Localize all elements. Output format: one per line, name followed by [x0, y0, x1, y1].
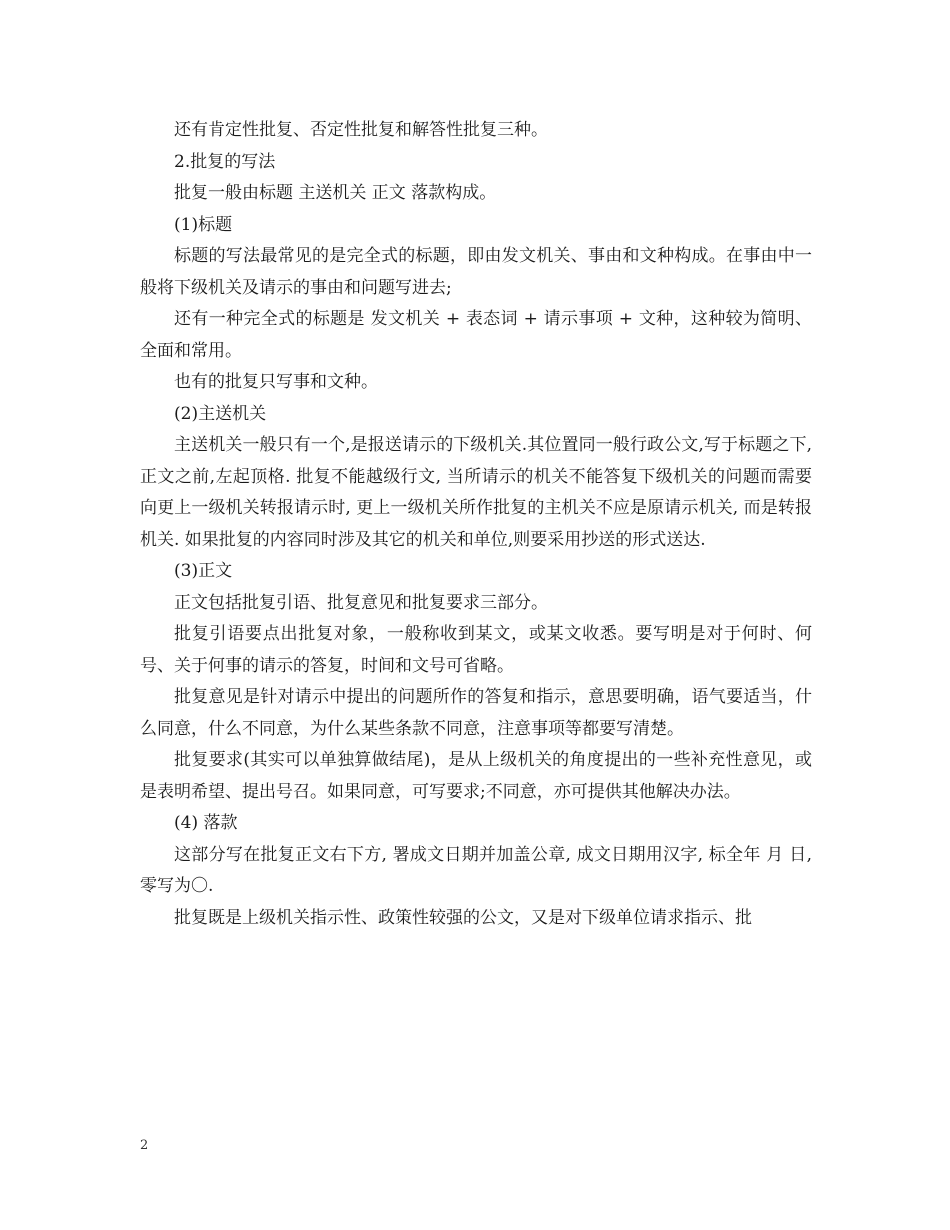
paragraph: 还有一种完全式的标题是 发文机关 + 表态词 + 请示事项 + 文种，这种较为简明、全面和常用。	[140, 309, 812, 361]
paragraph: 批复一般由标题 主送机关 正文 落款构成。	[174, 183, 497, 203]
subsection-heading: (2)主送机关	[174, 403, 267, 424]
subsection-heading: (4) 落款	[174, 813, 238, 833]
paragraph: 主送机关一般只有一个,是报送请示的下级机关.其位置同一般行政公文,写于标题之下,正文之前,左起顶格. 批复不能越级行文, 当所请示的机关不能答复下级机关的问题而需要向更上一级机关转报请示时, 更上一级机关所作批复的主机关不应是原请示机关, 而是转报机关. 如果批复的内容同时涉及其它的机关和单位,则要采用抄送的形式送达.	[140, 435, 812, 550]
paragraph: 也有的批复只写事和文种。	[174, 372, 378, 392]
paragraph: 批复引语要点出批复对象，一般称收到某文，或某文收悉。要写明是对于何时、何号、关于何事的请示的答复，时间和文号可省略。	[140, 624, 812, 676]
paragraph: 批复意见是针对请示中提出的问题所作的答复和指示，意思要明确，语气要适当，什么同意，什么不同意，为什么某些条款不同意，注意事项等都要写清楚。	[140, 687, 812, 739]
subsection-heading: (3)正文	[174, 561, 233, 581]
paragraph: 正文包括批复引语、批复意见和批复要求三部分。	[174, 592, 548, 613]
section-heading: 2.批复的写法	[174, 151, 276, 172]
paragraph: 批复要求(其实可以单独算做结尾)，是从上级机关的角度提出的一些补充性意见，或是表明希望、提出号召。如果同意，可写要求;不同意，亦可提供其他解决办法。	[140, 750, 812, 802]
paragraph: 这部分写在批复正文右下方, 署成文日期并加盖公章, 成文日期用汉字, 标全年 月 日, 零写为〇.	[140, 844, 812, 896]
subsection-heading: (1)标题	[174, 214, 233, 235]
page-number: 2	[140, 1138, 149, 1153]
paragraph: 批复既是上级机关指示性、政策性较强的公文，又是对下级单位请求指示、批	[174, 907, 752, 928]
paragraph: 标题的写法最常见的是完全式的标题，即由发文机关、事由和文种构成。在事由中一般将下级机关及请示的事由和问题写进去;	[140, 246, 812, 298]
document-body	[140, 115, 812, 934]
paragraph: 还有肯定性批复、否定性批复和解答性批复三种。	[174, 120, 548, 140]
